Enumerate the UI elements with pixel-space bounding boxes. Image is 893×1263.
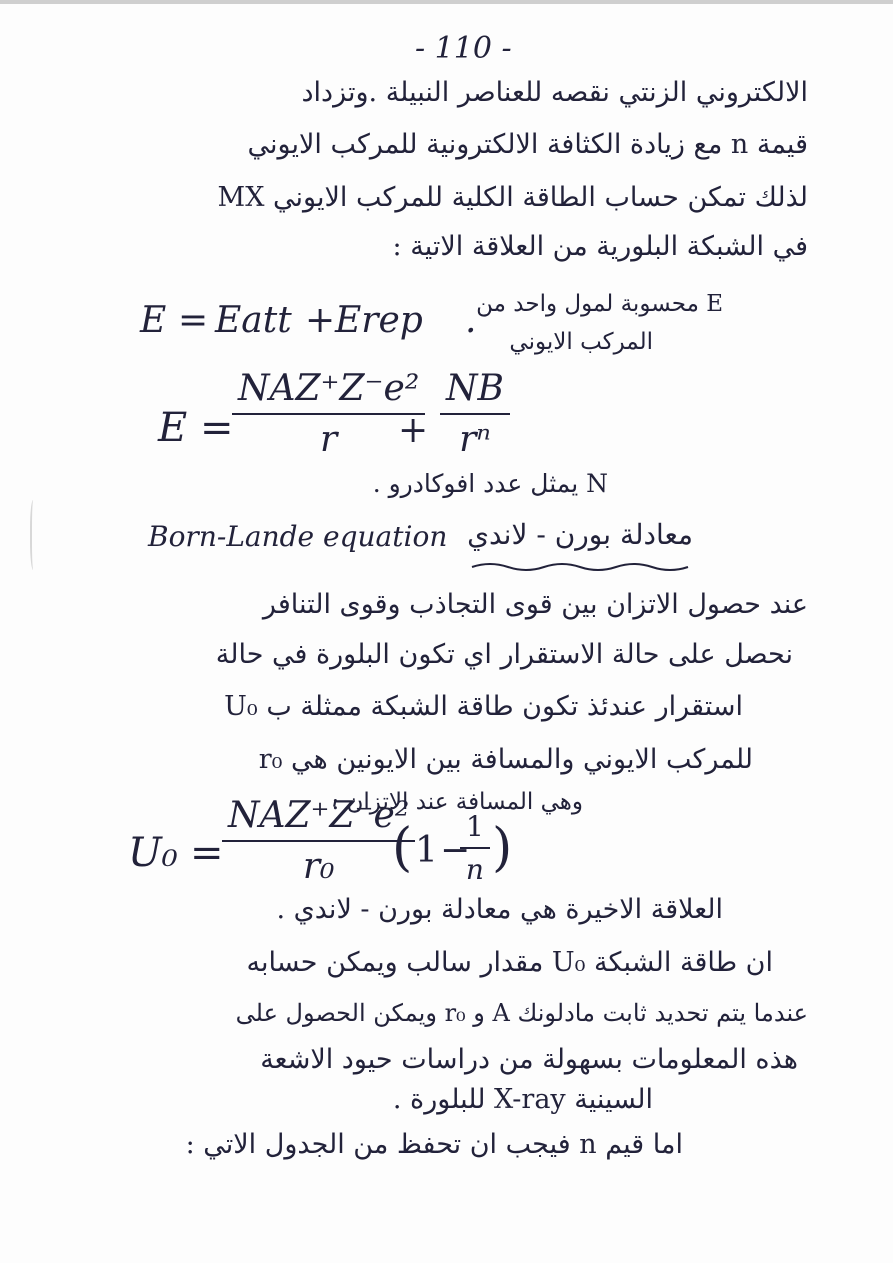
eq1-term-repulsion: Erep	[335, 300, 423, 341]
eq2-frac1-denominator: r	[320, 419, 338, 460]
paragraph-3-line-3: عندما يتم تحديد ثابت مادلونك A و r₀ ويمكن الحصول على	[235, 999, 808, 1027]
eq2-frac2-numerator: NB	[440, 368, 510, 415]
eq3-one: 1	[415, 830, 438, 871]
paragraph-1-line-1: الالكتروني الزنتي نقصه للعناصر النبيلة .وتزداد	[301, 77, 808, 108]
eq2-fraction-repulsion	[440, 368, 510, 460]
paragraph-3-line-4: هذه المعلومات بسهولة من دراسات حيود الاشعة	[260, 1044, 798, 1075]
page-top-edge	[0, 0, 893, 4]
paragraph-3-line-5: السينية X-ray للبلورة .	[392, 1084, 653, 1115]
paragraph-2-line-1: عند حصول الاتزان بين قوى التجاذب وقوى التنافر	[262, 589, 808, 620]
eq2-fraction-attraction	[232, 368, 425, 460]
paragraph-3-line-6: اما قيم n فيجب ان تحفظ من الجدول الاتي :	[185, 1129, 683, 1160]
paragraph-3-line-2: ان طاقة الشبكة U₀ مقدار سالب ويمكن حسابه	[246, 947, 773, 978]
eq1-plus: +	[305, 300, 336, 341]
eq3-small-fraction	[460, 810, 490, 886]
eq1-note-line-2: المركب الايوني	[509, 329, 653, 355]
eq2-frac1-numerator: NAZ⁺Z⁻e²	[232, 368, 425, 415]
avogadro-note: N يمثل عدد افوكادرو .	[372, 469, 608, 498]
eq3-minus: −	[440, 830, 471, 871]
paragraph-2-line-3: استقرار عندئذ تكون طاقة الشبكة ممثلة ب U₀	[224, 691, 743, 722]
eq3-paren-open: (	[392, 818, 413, 878]
eq2-lhs: E	[158, 405, 188, 451]
section-heading-english: Born-Lande equation	[148, 520, 448, 553]
section-heading-underline	[470, 560, 700, 574]
eq3-paren-close: )	[492, 818, 513, 878]
eq3-small-numerator: 1	[460, 810, 490, 849]
eq3-fraction	[222, 795, 415, 887]
paragraph-2-line-5: وهي المسافة عند الاتزان :	[331, 789, 583, 815]
paragraph-1-line-2: قيمة n مع زيادة الكثافة الالكترونية للمركب الايوني	[247, 129, 808, 160]
eq3-lhs: U₀	[128, 830, 178, 876]
paragraph-2-line-2: نحصل على حالة الاستقرار اي تكون البلورة في حالة	[215, 639, 793, 670]
eq1-equals: =	[178, 300, 209, 341]
eq1-lhs: E	[140, 300, 167, 341]
paragraph-1-line-3: لذلك تمكن حساب الطاقة الكلية للمركب الايوني MX	[217, 182, 808, 213]
binder-mark	[30, 500, 38, 570]
paragraph-3-line-1: العلاقة الاخيرة هي معادلة بورن - لاندي .	[276, 894, 723, 925]
section-heading-arabic: معادلة بورن - لاندي	[467, 518, 693, 551]
eq2-plus: +	[398, 410, 429, 451]
page-number: - 110 -	[415, 31, 512, 66]
eq1-note-line-1: E محسوبة لمول واحد من	[476, 291, 723, 317]
eq3-denominator: r₀	[302, 846, 335, 887]
eq3-numerator: NAZ⁺Z⁻e²	[222, 795, 415, 842]
eq3-small-denominator: n	[465, 853, 484, 886]
eq2-frac2-denominator: rⁿ	[459, 419, 491, 460]
eq3-equals: =	[190, 830, 224, 876]
eq1-dot: .	[465, 300, 477, 341]
eq2-equals: =	[200, 405, 234, 451]
eq1-term-attraction: Eatt	[215, 300, 292, 341]
paragraph-1-line-4: في الشبكة البلورية من العلاقة الاتية :	[392, 231, 808, 262]
paragraph-2-line-4: للمركب الايوني والمسافة بين الايونين هي r₀	[258, 744, 753, 775]
